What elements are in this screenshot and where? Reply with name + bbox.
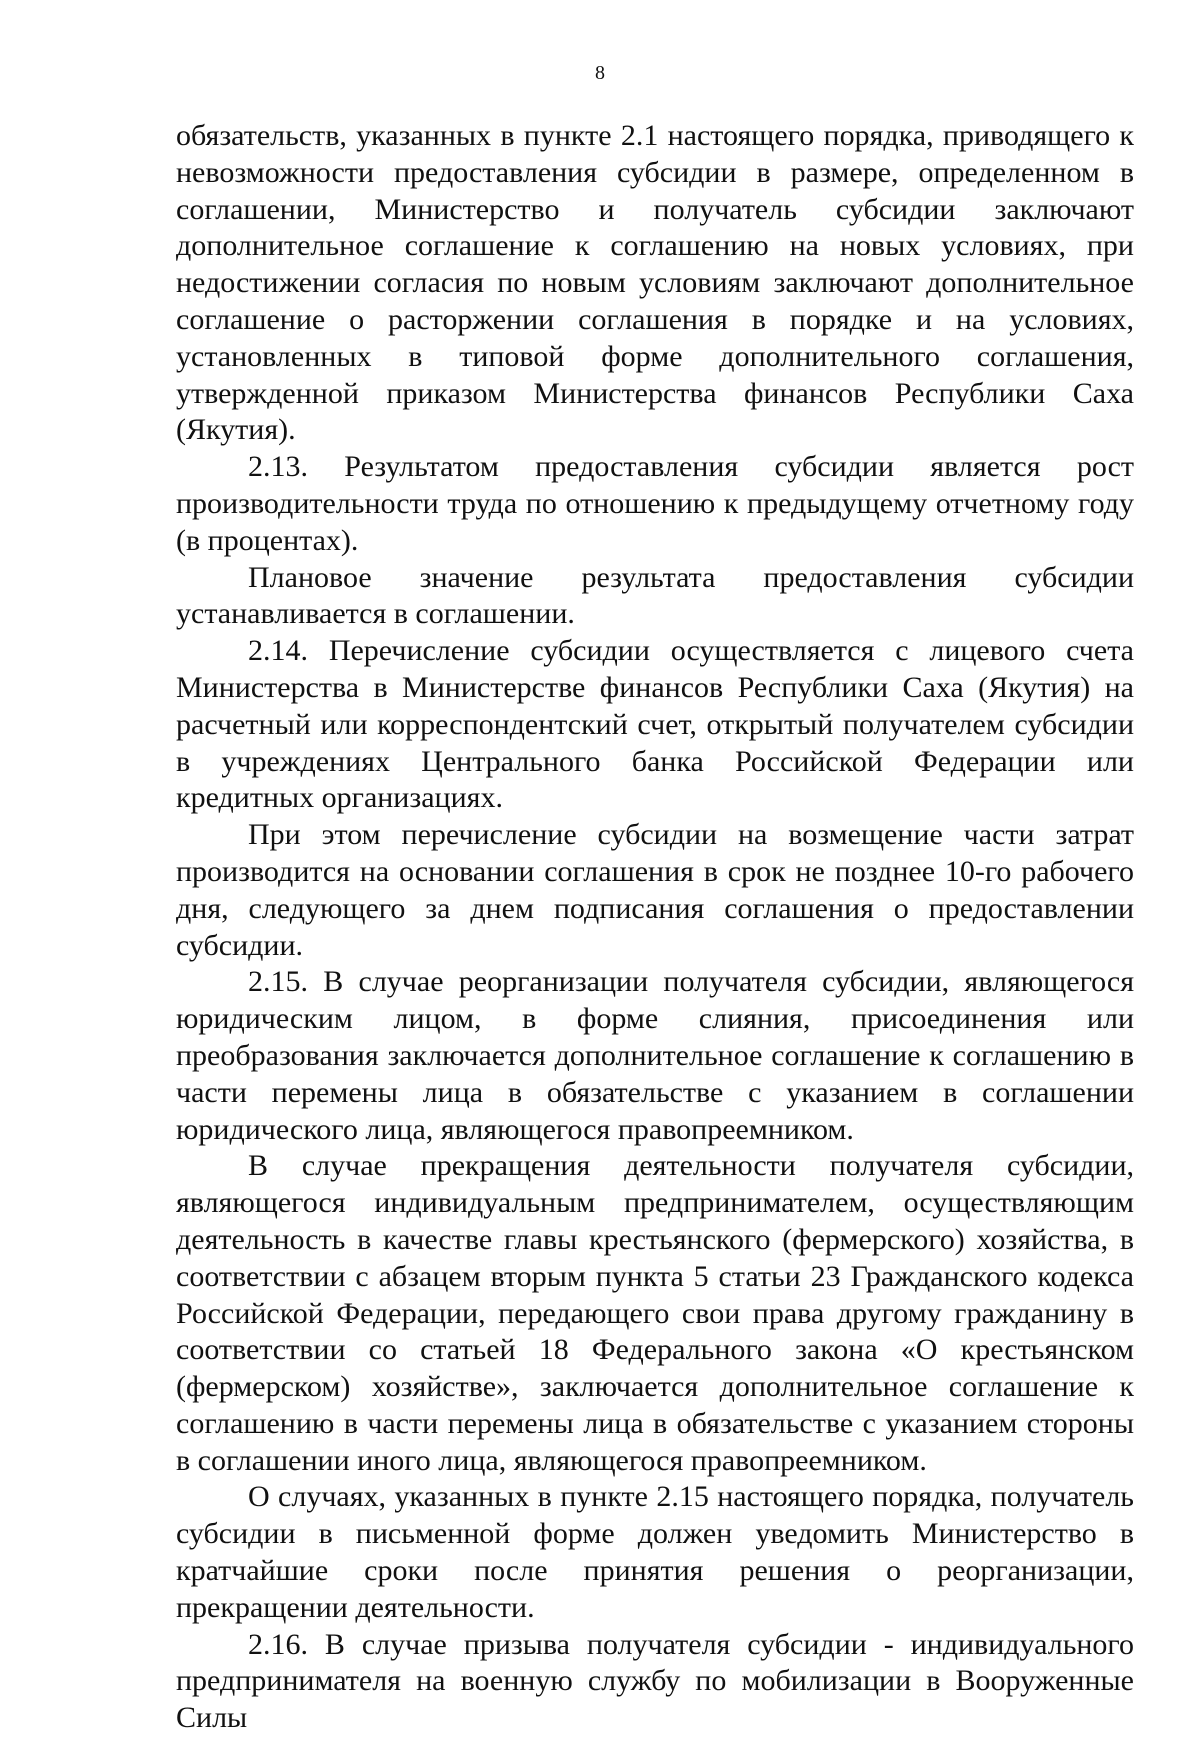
paragraph-notification: О случаях, указанных в пункте 2.15 настоящего порядка, получатель субсидии в письменной форме должен уведомить Министерство в кратчайшие сроки после принятия решения о реорганизации, прекращении деятельности. bbox=[176, 1480, 1134, 1624]
paragraph-transfer-timing: При этом перечисление субсидии на возмещение части затрат производится на основании соглашения в срок не позднее 10-го рабочего дня, следующего за днем подписания соглашения о предоставлении субсидии. bbox=[176, 818, 1134, 962]
document-body bbox=[176, 118, 1134, 1737]
paragraph-2-16: 2.16. В случае призыва получателя субсидии - индивидуального предпринимателя на военную службу по мобилизации в Вооруженные Силы bbox=[176, 1627, 1134, 1735]
paragraph-2-14: 2.14. Перечисление субсидии осуществляется с лицевого счета Министерства в Министерстве финансов Республики Саха (Якутия) на расчетный или корреспондентский счет, открытый получателем субсидии в учреждениях Центрального банка Российской Федерации или кредитных организациях. bbox=[176, 634, 1134, 815]
paragraph-termination: В случае прекращения деятельности получателя субсидии, являющегося индивидуальным предпринимателем, осуществляющим деятельность в качестве главы крестьянского (фермерского) хозяйства, в соответствии с абзацем вторым пункта 5 статьи 23 Гражданского кодекса Российской Федерации, передающего свои права другому гражданину в соответствии со статьей 18 Федерального закона «О крестьянском (фермерском) хозяйстве», заключается дополнительное соглашение к соглашению в части перемены лица в обязательстве с указанием стороны в соглашении иного лица, являющегося правопреемником. bbox=[176, 1149, 1134, 1477]
paragraph-planned-value: Плановое значение результата предоставления субсидии устанавливается в соглашении. bbox=[176, 560, 1134, 631]
paragraph-2-15: 2.15. В случае реорганизации получателя субсидии, являющегося юридическим лицом, в форме слияния, присоединения или преобразования заключается дополнительное соглашение к соглашению в части перемены лица в обязательстве с указанием в соглашении юридического лица, являющегося правопреемником. bbox=[176, 965, 1134, 1146]
paragraph-2-13: 2.13. Результатом предоставления субсидии является рост производительности труда по отношению к предыдущему отчетному году (в процентах). bbox=[176, 450, 1134, 557]
page-number: 8 bbox=[595, 62, 605, 84]
paragraph-continuation: обязательств, указанных в пункте 2.1 настоящего порядка, приводящего к невозможности предоставления субсидии в размере, определенном в соглашении, Министерство и получатель субсидии заключают дополнительное соглашение к соглашению на новых условиях, при недостижении согласия по новым условиям заключают дополнительное соглашение о расторжении соглашения в порядке и на условиях, установленных в типовой форме дополнительного соглашения, утвержденной приказом Министерства финансов Республики Саха (Якутия). bbox=[176, 119, 1134, 447]
